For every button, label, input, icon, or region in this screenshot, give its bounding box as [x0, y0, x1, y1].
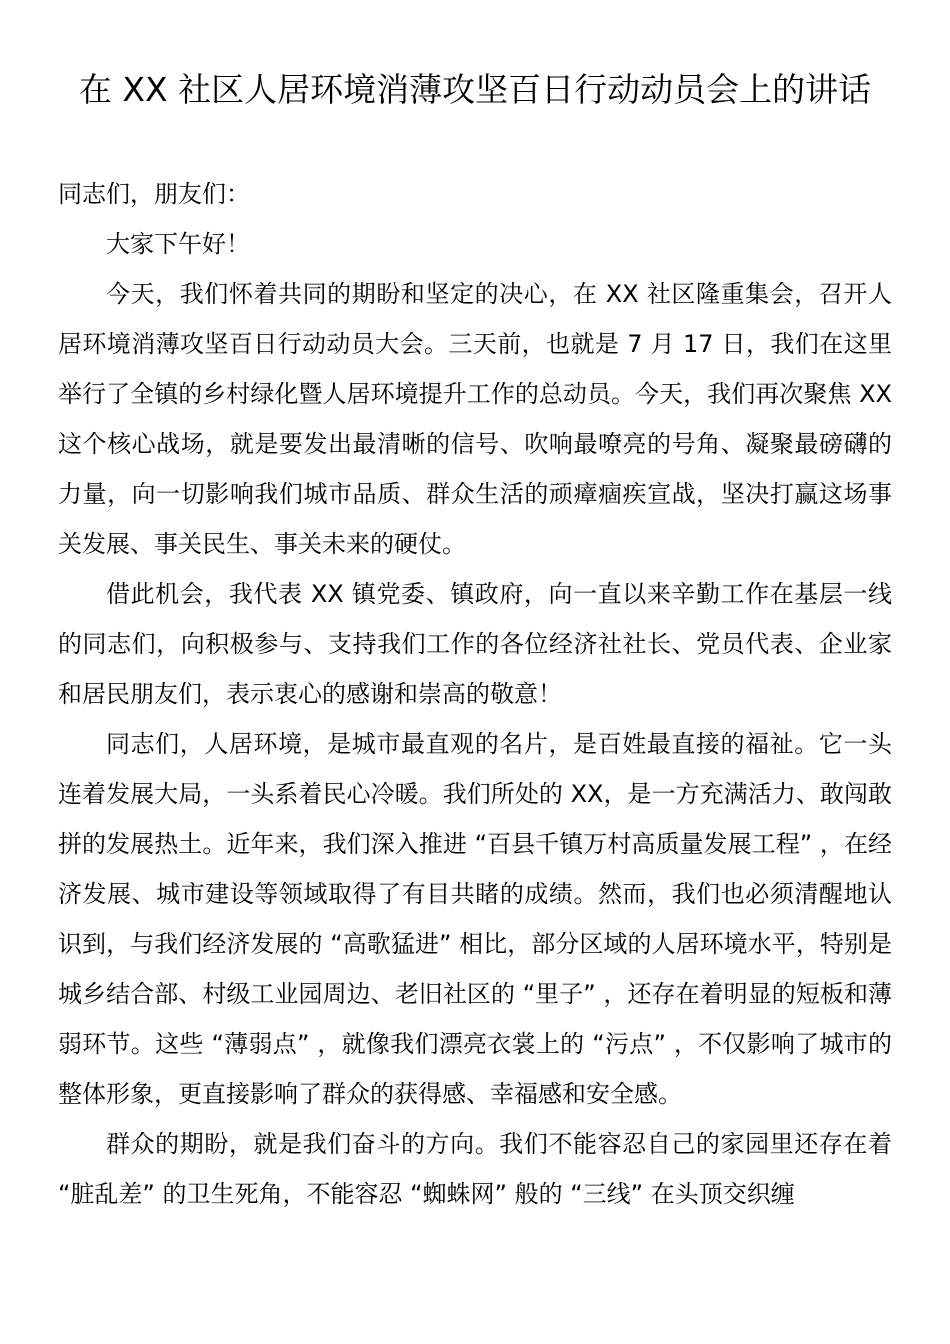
paragraph-thanks: 借此机会，我代表 XX 镇党委、镇政府，向一直以来辛勤工作在基层一线的同志们，向积极参与、支持我们工作的各位经济社社长、党员代表、企业家和居民朋友们，表示衷心的感谢和崇高的敬意！ — [58, 580, 892, 708]
paragraph-environment: 同志们，人居环境，是城市最直观的名片，是百姓最直接的福祉。它一头连着发展大局，一头系着民心冷暖。我们所处的 XX，是一方充满活力、敢闯敢拼的发展热土。近年来，我们深入推进 “百县千镇万村高质量发展工程” ，在经济发展、城市建设等领域取得了有目共睹的成绩。然而，我们也必须清醒地认识到，与我们经济发展的 “高歌猛进” 相比，部分区域的人居环境水平，特别是城乡结合部、村级工业园周边、老旧社区的 “里子” ，还存在着明显的短板和薄弱环节。这些 “薄弱点” ，就像我们漂亮衣裳上的 “污点” ，不仅影响了城市的整体形象，更直接影响了群众的获得感、幸福感和安全感。 — [58, 730, 892, 1108]
salutation: 同志们，朋友们： — [58, 180, 250, 208]
paragraph-expectations: 群众的期盼，就是我们奋斗的方向。我们不能容忍自己的家园里还存在着 “脏乱差” 的卫生死角，不能容忍 “蜘蛛网” 般的 “三线” 在头顶交织缠 — [58, 1130, 892, 1208]
document-body — [58, 219, 892, 1219]
paragraph-opening: 今天，我们怀着共同的期盼和坚定的决心，在 XX 社区隆重集会，召开人居环境消薄攻坚百日行动动员大会。三天前，也就是 7 月 17 日，我们在这里举行了全镇的乡村绿化暨人居环境提升工作的总动员。今天，我们再次聚焦 XX 这个核心战场，就是要发出最清晰的信号、吹响最嘹亮的号角、凝聚最磅礴的力量，向一切影响我们城市品质、群众生活的顽瘴痼疾宣战，坚决打赢这场事关发展、事关民生、事关未来的硬仗。 — [58, 280, 892, 558]
paragraph-greeting: 大家下午好！ — [106, 230, 250, 258]
document-title: 在 XX 社区人居环境消薄攻坚百日行动动员会上的讲话 — [78, 70, 872, 109]
